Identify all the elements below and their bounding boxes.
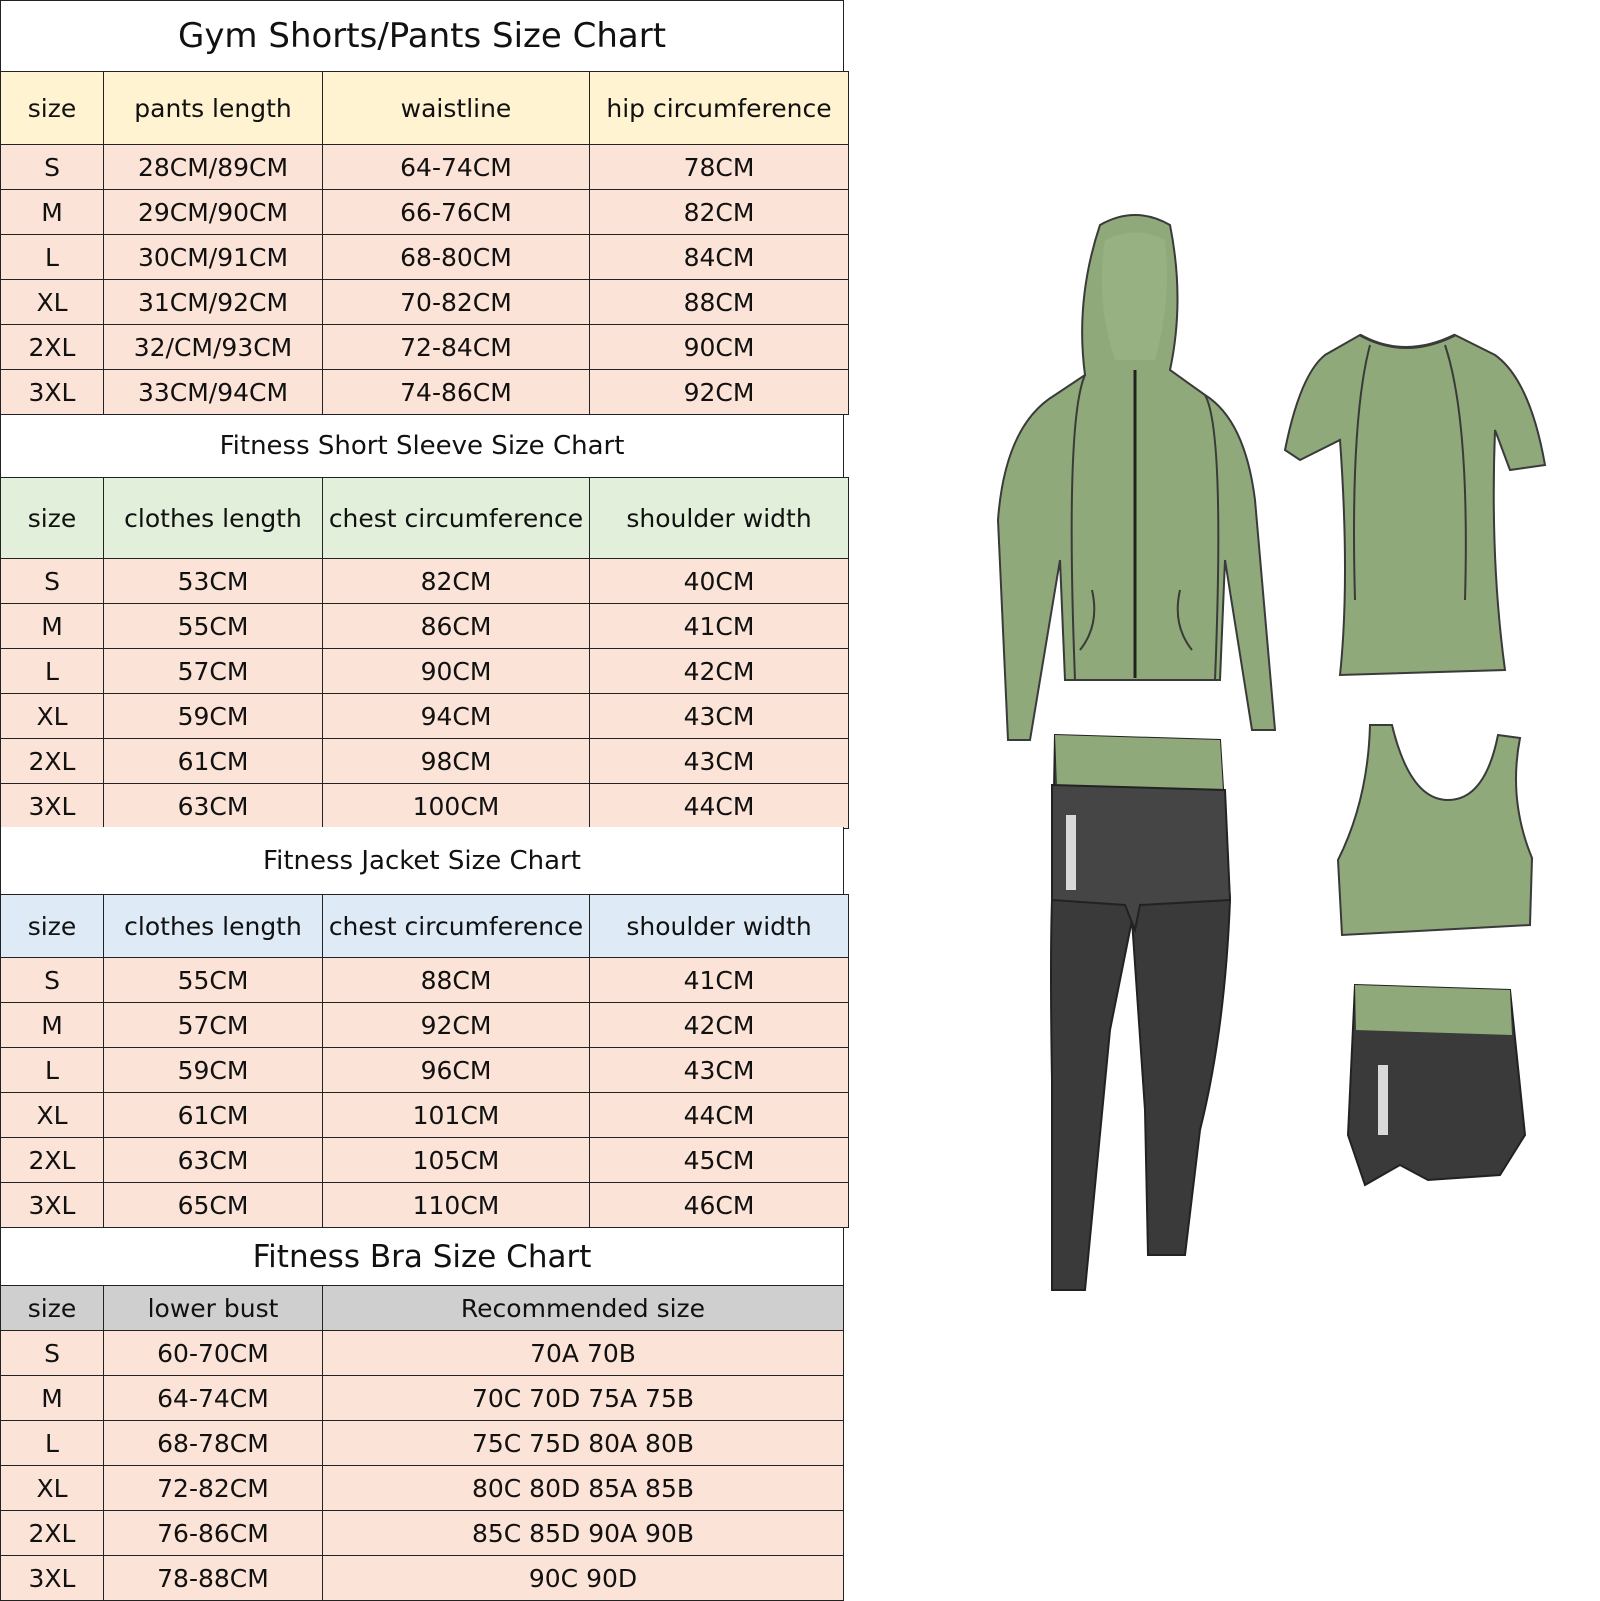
table-cell: 72-82CM	[104, 1466, 323, 1511]
table-cell: L	[1, 235, 104, 280]
table-cell: 57CM	[104, 1003, 323, 1048]
table-cell: 44CM	[590, 784, 849, 829]
table-header-row	[1, 1286, 844, 1331]
table-cell: 64-74CM	[323, 145, 590, 190]
table-cell: 72-84CM	[323, 325, 590, 370]
table-cell: 85C 85D 90A 90B	[323, 1511, 844, 1556]
jacket-chart-title: Fitness Jacket Size Chart	[0, 827, 844, 894]
header-cell: pants length	[104, 72, 323, 145]
table-cell: 59CM	[104, 694, 323, 739]
table-cell: 82CM	[590, 190, 849, 235]
table-header-row	[1, 895, 849, 958]
table-row	[1, 1331, 844, 1376]
table-row	[1, 1183, 849, 1228]
header-cell: waistline	[323, 72, 590, 145]
header-cell: chest circumference	[323, 478, 590, 559]
table-row	[1, 694, 849, 739]
table-cell: XL	[1, 1093, 104, 1138]
table-cell: 80C 80D 85A 85B	[323, 1466, 844, 1511]
table-row	[1, 1003, 849, 1048]
table-cell: S	[1, 958, 104, 1003]
table-row	[1, 370, 849, 415]
table-cell: 2XL	[1, 1138, 104, 1183]
table-cell: 70A 70B	[323, 1331, 844, 1376]
sports-bra-image	[1338, 725, 1532, 935]
table-cell: 3XL	[1, 784, 104, 829]
table-cell: 33CM/94CM	[104, 370, 323, 415]
table-cell: 63CM	[104, 784, 323, 829]
table-row	[1, 1138, 849, 1183]
table-row	[1, 1511, 844, 1556]
table-cell: 41CM	[590, 604, 849, 649]
table-header-row	[1, 478, 849, 559]
table-cell: 110CM	[323, 1183, 590, 1228]
table-row	[1, 190, 849, 235]
table-row	[1, 1556, 844, 1601]
table-cell: 74-86CM	[323, 370, 590, 415]
short-sleeve-top-image	[1285, 335, 1545, 675]
short-sleeve-size-table	[0, 477, 849, 829]
table-cell: 57CM	[104, 649, 323, 694]
table-cell: 94CM	[323, 694, 590, 739]
table-cell: 78CM	[590, 145, 849, 190]
table-cell: 88CM	[323, 958, 590, 1003]
table-cell: 59CM	[104, 1048, 323, 1093]
header-cell: shoulder width	[590, 478, 849, 559]
table-cell: 45CM	[590, 1138, 849, 1183]
table-cell: 43CM	[590, 739, 849, 784]
table-row	[1, 1048, 849, 1093]
table-cell: 61CM	[104, 1093, 323, 1138]
pants-size-table	[0, 71, 849, 415]
header-cell: Recommended size	[323, 1286, 844, 1331]
table-cell: 82CM	[323, 559, 590, 604]
table-cell: 92CM	[323, 1003, 590, 1048]
table-cell: 32/CM/93CM	[104, 325, 323, 370]
table-row	[1, 958, 849, 1003]
table-cell: 78-88CM	[104, 1556, 323, 1601]
table-cell: 76-86CM	[104, 1511, 323, 1556]
bra-size-table	[0, 1285, 844, 1601]
leggings-image	[1051, 735, 1230, 1290]
table-cell: L	[1, 1421, 104, 1466]
table-cell: 2XL	[1, 739, 104, 784]
table-row	[1, 145, 849, 190]
table-cell: 43CM	[590, 694, 849, 739]
header-cell: lower bust	[104, 1286, 323, 1331]
header-cell: size	[1, 72, 104, 145]
table-cell: S	[1, 145, 104, 190]
table-cell: 63CM	[104, 1138, 323, 1183]
table-cell: 60-70CM	[104, 1331, 323, 1376]
table-header-row	[1, 72, 849, 145]
table-cell: 92CM	[590, 370, 849, 415]
table-row	[1, 559, 849, 604]
table-row	[1, 1093, 849, 1138]
table-cell: 66-76CM	[323, 190, 590, 235]
table-cell: 96CM	[323, 1048, 590, 1093]
table-cell: 55CM	[104, 958, 323, 1003]
table-row	[1, 1376, 844, 1421]
table-cell: S	[1, 1331, 104, 1376]
header-cell: clothes length	[104, 895, 323, 958]
table-cell: 70C 70D 75A 75B	[323, 1376, 844, 1421]
table-cell: 88CM	[590, 280, 849, 325]
table-cell: 86CM	[323, 604, 590, 649]
header-cell: size	[1, 895, 104, 958]
table-cell: M	[1, 1376, 104, 1421]
table-cell: 43CM	[590, 1048, 849, 1093]
table-cell: M	[1, 190, 104, 235]
table-cell: XL	[1, 1466, 104, 1511]
table-row	[1, 649, 849, 694]
table-cell: 2XL	[1, 1511, 104, 1556]
table-row	[1, 235, 849, 280]
table-cell: 65CM	[104, 1183, 323, 1228]
header-cell: clothes length	[104, 478, 323, 559]
table-cell: 29CM/90CM	[104, 190, 323, 235]
table-cell: 41CM	[590, 958, 849, 1003]
table-cell: 68-78CM	[104, 1421, 323, 1466]
header-cell: hip circumference	[590, 72, 849, 145]
table-cell: 42CM	[590, 649, 849, 694]
table-row	[1, 1421, 844, 1466]
table-row	[1, 325, 849, 370]
table-cell: L	[1, 649, 104, 694]
product-illustration	[880, 0, 1600, 1600]
table-cell: 3XL	[1, 1556, 104, 1601]
table-row	[1, 1466, 844, 1511]
table-cell: M	[1, 1003, 104, 1048]
header-cell: chest circumference	[323, 895, 590, 958]
table-row	[1, 784, 849, 829]
shorts-image	[1348, 985, 1525, 1185]
table-cell: 2XL	[1, 325, 104, 370]
table-cell: 64-74CM	[104, 1376, 323, 1421]
table-cell: 30CM/91CM	[104, 235, 323, 280]
table-cell: 61CM	[104, 739, 323, 784]
table-cell: L	[1, 1048, 104, 1093]
table-cell: 90CM	[323, 649, 590, 694]
table-cell: 90CM	[590, 325, 849, 370]
header-cell: shoulder width	[590, 895, 849, 958]
table-cell: 44CM	[590, 1093, 849, 1138]
table-cell: M	[1, 604, 104, 649]
table-cell: 100CM	[323, 784, 590, 829]
table-row	[1, 739, 849, 784]
table-cell: 98CM	[323, 739, 590, 784]
table-cell: 53CM	[104, 559, 323, 604]
table-cell: 105CM	[323, 1138, 590, 1183]
table-cell: 75C 75D 80A 80B	[323, 1421, 844, 1466]
product-svg	[880, 0, 1600, 1600]
table-row	[1, 280, 849, 325]
table-cell: 3XL	[1, 1183, 104, 1228]
hooded-zip-jacket-image	[998, 215, 1275, 740]
header-cell: size	[1, 478, 104, 559]
table-cell: 70-82CM	[323, 280, 590, 325]
table-cell: 28CM/89CM	[104, 145, 323, 190]
table-cell: S	[1, 559, 104, 604]
table-cell: 42CM	[590, 1003, 849, 1048]
table-cell: 46CM	[590, 1183, 849, 1228]
table-cell: 3XL	[1, 370, 104, 415]
table-cell: 55CM	[104, 604, 323, 649]
short-sleeve-chart-title: Fitness Short Sleeve Size Chart	[0, 415, 844, 477]
table-cell: 101CM	[323, 1093, 590, 1138]
table-cell: 90C 90D	[323, 1556, 844, 1601]
header-cell: size	[1, 1286, 104, 1331]
table-cell: 68-80CM	[323, 235, 590, 280]
table-cell: 40CM	[590, 559, 849, 604]
table-cell: XL	[1, 280, 104, 325]
table-cell: 31CM/92CM	[104, 280, 323, 325]
table-cell: 84CM	[590, 235, 849, 280]
table-cell: XL	[1, 694, 104, 739]
bra-chart-title: Fitness Bra Size Chart	[0, 1228, 844, 1285]
pants-chart-title: Gym Shorts/Pants Size Chart	[0, 0, 844, 71]
table-row	[1, 604, 849, 649]
jacket-size-table	[0, 894, 849, 1228]
